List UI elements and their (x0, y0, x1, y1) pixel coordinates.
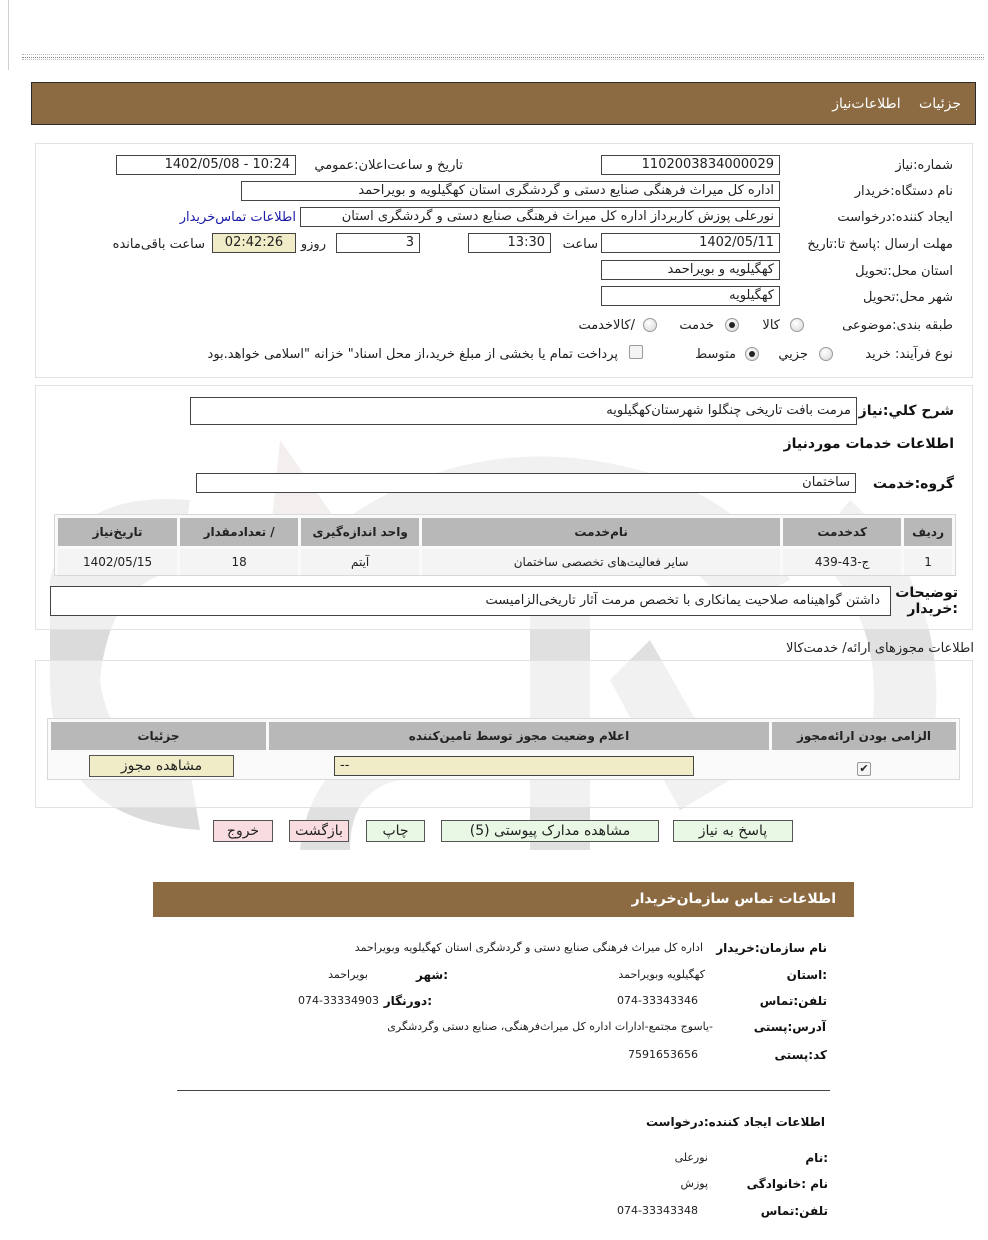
deadline-date-field[interactable]: 1402/05/11 (601, 233, 780, 253)
process-medium-label: متوسط (695, 347, 736, 362)
postal-code-value: 7591653656 (628, 1048, 698, 1061)
checkmark-icon: ✔ (859, 761, 869, 775)
back-button[interactable]: بازگشت (289, 820, 349, 842)
buyer-org-label: نام دستگاه:خریدار (854, 184, 953, 199)
top-divider (22, 54, 984, 60)
announce-datetime-label: تاریخ و ساعت‌اعلان:عمومي (314, 158, 463, 173)
process-type-label: نوع فرآیند: خرید (865, 347, 953, 362)
category-goods-service-radio[interactable] (643, 318, 657, 332)
delivery-province-label: استان محل:تحویل (855, 264, 953, 279)
process-medium-radio[interactable] (745, 347, 759, 361)
city-value: بویراحمد (328, 968, 368, 981)
creator-name-label: :نام (805, 1151, 828, 1165)
need-details-panel (35, 143, 973, 378)
page-left-border (8, 0, 9, 70)
header-title-need-info: اطلاعات‌نیاز (832, 96, 901, 112)
need-number-label: شماره:نیاز (895, 158, 953, 173)
delivery-city-field[interactable]: کهگیلویه (601, 286, 780, 306)
cell-license-details (51, 753, 266, 779)
print-button[interactable]: چاپ (366, 820, 425, 842)
creator-phone-label: تلفن:تماس (760, 1204, 828, 1218)
creator-family-value: پوزش (680, 1177, 708, 1190)
treasury-payment-note: پرداخت تمام یا بخشی از مبلغ خرید،از محل اسناد" خزانه "اسلامی خواهد.بود (207, 347, 618, 362)
creator-family-label: نام :خانوادگی (746, 1177, 828, 1191)
postal-code-label: کد:پستی (774, 1048, 827, 1062)
fax-label: :دورنگار (383, 994, 432, 1008)
buyer-org-field[interactable]: اداره کل میراث فرهنگی صنایع دستی و گردشگری استان کهگیلویه و بویراحمد (241, 181, 780, 201)
org-name-label: نام سازمان:خریدار (716, 941, 827, 955)
table-row (58, 549, 952, 575)
need-number-field[interactable]: 1102003834000029 (601, 155, 780, 175)
col-service-code: کدخدمت (783, 518, 901, 546)
creator-name-value: نورعلی (674, 1151, 708, 1164)
process-minor-radio[interactable] (819, 347, 833, 361)
services-table-container (54, 514, 956, 576)
cell-license-status (269, 753, 769, 779)
col-need-date: تاریخ‌نیاز (58, 518, 177, 546)
col-service-name: نام‌خدمت (422, 518, 780, 546)
address-label: آدرس:پستی (753, 1020, 826, 1034)
remaining-time-label: ساعت باقی‌مانده (112, 237, 205, 252)
cell-unit: آیتم (301, 549, 419, 575)
view-attachments-button[interactable]: مشاهده مدارک پیوستی (5) (441, 820, 659, 842)
province-label: :استان (786, 968, 827, 982)
licenses-table-container (47, 718, 960, 780)
deadline-time-label: ساعت (562, 237, 598, 252)
license-required-checkbox[interactable] (857, 762, 871, 776)
cell-need-date: 1402/05/15 (58, 549, 177, 575)
category-goods-label: کالا (762, 318, 780, 333)
treasury-payment-checkbox[interactable] (629, 345, 643, 359)
services-section-title: اطلاعات خدمات موردنیاز (783, 436, 954, 452)
cell-service-name: سایر فعالیت‌های تخصصی ساختمان (422, 549, 780, 575)
province-value: کهگیلویه وبویراحمد (618, 968, 705, 981)
creator-info-title: اطلاعات ایجاد کننده:درخواست (645, 1115, 825, 1129)
category-label: طبقه بندی:موضوعی (842, 318, 953, 333)
reply-to-need-button[interactable]: پاسخ به نیاز (673, 820, 793, 842)
process-minor-label: جزیي (778, 347, 808, 362)
cell-service-code: ج-43-439 (783, 549, 901, 575)
services-table-header (58, 518, 952, 546)
cell-license-required (772, 753, 956, 779)
address-value: -یاسوج مجتمع-ادارات اداره کل میراث‌فرهنگی، صنایع دستی وگردشگری (387, 1020, 713, 1033)
days-label: روزو (300, 237, 326, 252)
header-title-details: جزئیات (919, 96, 961, 112)
col-license-required: الزامی بودن ارائه‌مجوز (772, 722, 956, 750)
cell-quantity: 18 (180, 549, 298, 575)
cell-row-number: 1 (904, 549, 952, 575)
phone-value: 074-33343346 (617, 994, 698, 1007)
org-name-value: اداره کل میراث فرهنگی صنایع دستی و گردشگری استان کهگیلویه وبویراحمد (354, 941, 703, 954)
licenses-table-header (51, 722, 956, 750)
col-license-details: جزئیات (51, 722, 266, 750)
category-service-label: خدمت (679, 318, 714, 333)
creator-label: ایجاد کننده:درخواست (837, 210, 953, 225)
contact-info-header: اطلاعات تماس سازمان‌خریدار (153, 882, 854, 917)
creator-phone-value: 074-33343348 (617, 1204, 698, 1217)
col-quantity: / تعدادمقدار (180, 518, 298, 546)
city-label: :شهر (416, 968, 448, 982)
delivery-province-field[interactable]: کهگیلویه و بویراحمد (601, 260, 780, 280)
category-service-radio[interactable] (725, 318, 739, 332)
deadline-label: مهلت ارسال :پاسخ تا:تاریخ (807, 237, 953, 252)
remaining-time-field: 02:42:26 (212, 233, 296, 253)
buyer-contact-link[interactable]: اطلاعات تماس‌خریدار (179, 210, 296, 225)
delivery-city-label: شهر محل:تحویل (863, 290, 953, 305)
page-header-bar (31, 82, 976, 125)
table-row (51, 753, 956, 779)
category-goods-radio[interactable] (790, 318, 804, 332)
col-license-status: اعلام وضعیت مجوز توسط تامین‌کننده (269, 722, 769, 750)
exit-button[interactable]: خروج (213, 820, 273, 842)
license-status-field[interactable]: -- (334, 756, 694, 776)
phone-label: تلفن:تماس (759, 994, 827, 1008)
category-goods-service-label: /کالاخدمت (578, 318, 635, 333)
deadline-time-field[interactable]: 13:30 (468, 233, 551, 253)
licenses-table (48, 719, 959, 782)
buyer-notes-field[interactable]: داشتن گواهینامه صلاحیت یمانکاری با تخصص مرمت آثار تاریخی‌الزامیست (50, 586, 891, 616)
service-group-label: گروه:خدمت (872, 476, 954, 492)
buyer-notes-label: توضیحات :خریدار (895, 585, 958, 617)
announce-datetime-field[interactable]: 1402/05/08 - 10:24 (116, 155, 296, 175)
service-group-field[interactable]: ساختمان (196, 473, 856, 493)
creator-field[interactable]: نورعلی پوزش کاربرداز اداره کل میراث فرهنگی صنایع دستی و گردشگری استان (300, 207, 780, 227)
col-row-number: ردیف (904, 518, 952, 546)
need-summary-label: شرح کلي:نیاز (858, 403, 954, 419)
licenses-section-title: اطلاعات مجوزهای ارائه/ خدمت‌کالا (785, 641, 974, 656)
fax-value: 074-33334903 (298, 994, 379, 1007)
col-unit: واحد اندازه‌گیری (301, 518, 419, 546)
remaining-days-field[interactable]: 3 (336, 233, 420, 253)
contact-divider (177, 1090, 830, 1091)
view-license-button[interactable]: مشاهده مجوز (89, 755, 234, 777)
services-table (55, 515, 955, 578)
need-summary-field[interactable]: مرمت بافت تاریخی چنگلوا شهرستان‌کهگیلویه (190, 397, 857, 425)
